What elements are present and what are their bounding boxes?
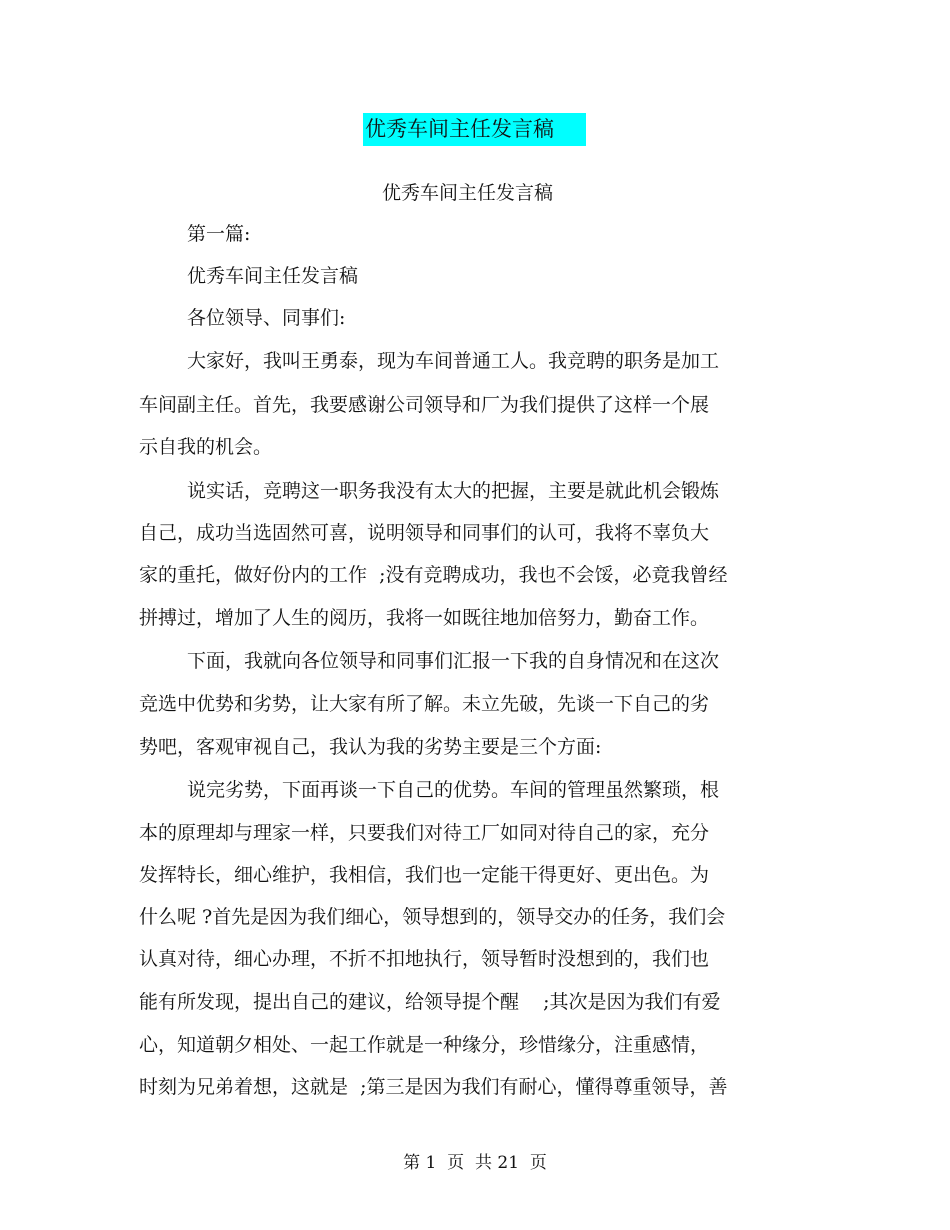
text-line: 下面，我就向各位领导和同事们汇报一下我的自身情况和在这次 xyxy=(187,650,720,672)
text-line: 本的原理却与理家一样，只要我们对待工厂如同对待自己的家，充分 xyxy=(139,822,710,844)
text-line: 竞选中优势和劣势，让大家有所了解。未立先破，先谈一下自己的劣 xyxy=(139,693,710,715)
document-subtitle: 优秀车间主任发言稿 xyxy=(381,182,553,204)
page-number-footer: 第 1 页 共 21 页 xyxy=(403,1153,547,1173)
text-line: 能有所发现，提出自己的建议，给领导提个醒 ;其次是因为我们有爱 xyxy=(139,991,721,1013)
text-line: 优秀车间主任发言稿 xyxy=(187,265,359,287)
text-line: 第一篇: xyxy=(187,223,251,245)
text-line: 时刻为兄弟着想，这就是 ;第三是因为我们有耐心，懂得尊重领导，善 xyxy=(139,1076,728,1098)
text-line: 说完劣势，下面再谈一下自己的优势。车间的管理虽然繁琐，根 xyxy=(187,779,720,801)
text-line: 自己，成功当选固然可喜，说明领导和同事们的认可，我将不辜负大 xyxy=(139,522,710,544)
text-line: 说实话，竞聘这一职务我没有太大的把握，主要是就此机会锻炼 xyxy=(187,480,720,502)
text-line: 心，知道朝夕相处、一起工作就是一种缘分，珍惜缘分，注重感情， xyxy=(139,1034,710,1056)
text-line: 认真对待，细心办理，不折不扣地执行，领导暂时没想到的，我们也 xyxy=(139,948,710,970)
text-line: 大家好，我叫王勇泰，现为车间普通工人。我竞聘的职务是加工 xyxy=(187,350,720,372)
text-line: 拼搏过，增加了人生的阅历，我将一如既往地加倍努力，勤奋工作。 xyxy=(139,607,710,629)
text-line: 示自我的机会。 xyxy=(139,436,273,458)
text-line: 发挥特长，细心维护，我相信，我们也一定能干得更好、更出色。为 xyxy=(139,864,710,886)
text-line: 车间副主任。首先，我要感谢公司领导和厂为我们提供了这样一个展 xyxy=(139,394,710,416)
document-header-title: 优秀车间主任发言稿 xyxy=(363,113,586,146)
text-line: 家的重托，做好份内的工作 ;没有竞聘成功，我也不会馁，必竟我曾经 xyxy=(139,564,728,586)
text-line: 各位领导、同事们: xyxy=(187,307,346,329)
text-line: 什么呢 ?首先是因为我们细心，领导想到的，领导交办的任务，我们会 xyxy=(139,906,726,928)
text-line: 势吧，客观审视自己，我认为我的劣势主要是三个方面: xyxy=(139,736,602,758)
